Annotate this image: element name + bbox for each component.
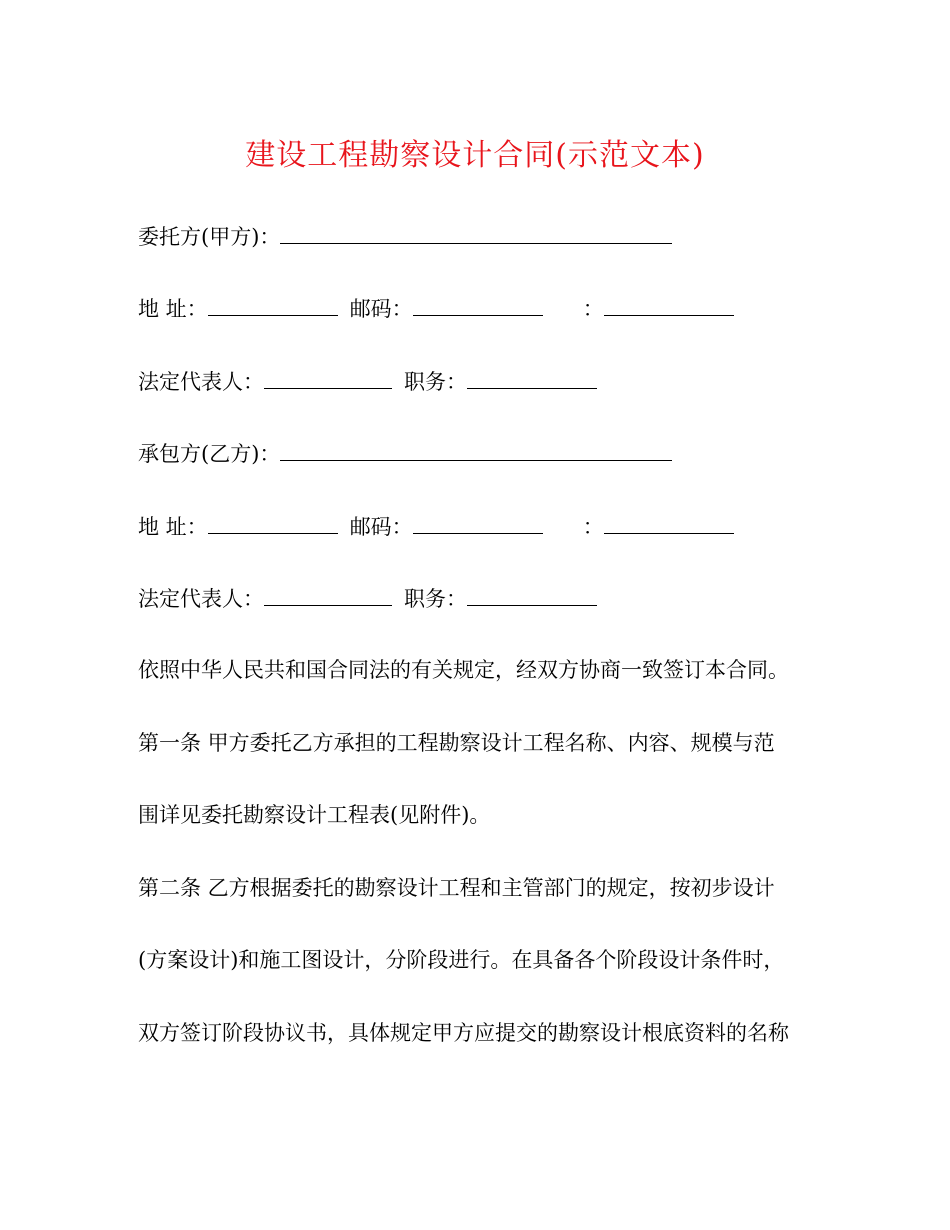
party-a-line (138, 225, 672, 248)
party-a-rep-blank[interactable] (264, 370, 392, 389)
body-paragraph-line: 双方签订阶段协议书，具体规定甲方应提交的勘察设计根底资料的名称 (138, 1021, 789, 1045)
party-b-address-blank[interactable] (208, 515, 338, 534)
body-paragraph-line: 第二条 乙方根据委托的勘察设计工程和主管部门的规定，按初步设计 (138, 876, 775, 900)
party-b-name-blank[interactable] (280, 442, 672, 461)
party-b-postcode-blank[interactable] (413, 515, 543, 534)
party-a-rep-label: 法定代表人： (138, 370, 264, 394)
party-b-postcode-label: 邮码： (349, 515, 413, 539)
party-b-position-label: 职务： (404, 587, 467, 611)
party-a-address-label: 地 址： (138, 297, 208, 321)
party-a-name-blank[interactable] (280, 225, 672, 244)
party-b-address-line (138, 515, 734, 538)
party-b-rep-blank[interactable] (264, 587, 392, 606)
party-b-address-label: 地 址： (138, 515, 208, 539)
party-b-position-blank[interactable] (467, 587, 597, 606)
party-b-phone-blank[interactable] (604, 515, 734, 534)
body-paragraph-line: 依照中华人民共和国合同法的有关规定，经双方协商一致签订本合同。 (138, 658, 789, 682)
party-b-rep-line (138, 587, 597, 610)
party-a-address-line (138, 297, 734, 320)
body-paragraph-line: 围详见委托勘察设计工程表(见附件)。 (138, 803, 491, 827)
party-a-rep-line (138, 370, 597, 393)
party-a-position-blank[interactable] (467, 370, 597, 389)
party-b-label: 承包方(乙方)： (138, 442, 281, 466)
party-b-line (138, 442, 672, 465)
body-paragraph-line: (方案设计)和施工图设计，分阶段进行。在具备各个阶段设计条件时， (138, 948, 785, 972)
body-paragraph-line: 第一条 甲方委托乙方承担的工程勘察设计工程名称、内容、规模与范 (138, 731, 775, 755)
party-a-postcode-blank[interactable] (413, 297, 543, 316)
party-a-phone-label: ： (582, 297, 604, 321)
party-a-label: 委托方(甲方)： (138, 225, 281, 249)
party-b-rep-label: 法定代表人： (138, 587, 264, 611)
party-a-position-label: 职务： (404, 370, 467, 394)
party-a-postcode-label: 邮码： (349, 297, 413, 321)
document-title: 建设工程勘察设计合同(示范文本) (245, 138, 705, 173)
party-b-phone-label: ： (582, 515, 604, 539)
party-a-phone-blank[interactable] (604, 297, 734, 316)
party-a-address-blank[interactable] (208, 297, 338, 316)
